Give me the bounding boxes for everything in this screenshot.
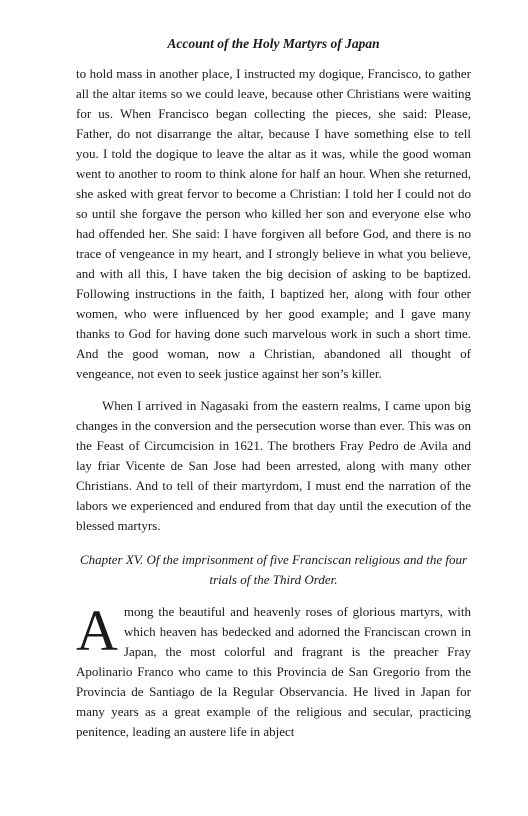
page [76,34,471,742]
body-paragraph: to hold mass in another place, I instructed my dogique, Francisco, to gather all the altar items so we could leave, because other Christians were waiting for us. When Francisco began collecting the pieces, she said: Please, Father, do not disarrange the altar, because I have something else to tell you. I told the dogique to leave the altar as it was, while the good woman went to another to room to think alone for half an hour. When she returned, she asked with great fervor to become a Christian: I told her I could not do so until she forgave the person who killed her son and everyone else who had offended her. She said: I have forgiven all before God, and there is no trace of vengeance in my heart, and I strongly believe in what you believe, and with all this, I have taken the big decision of asking to be baptized. Following instructions in the faith, I baptized her, along with four other women, who were influenced by her good example; and I gave many thanks to God for having done such marvelous work in such a short time. And the good woman, now a Christian, abandoned all thought of vengeance, not even to seek justice against her son’s killer. [76,66,471,381]
chapter-opening-text: mong the beautiful and heavenly roses of glorious martyrs, with which heaven has bedecked and adorned the Franciscan crown in Japan, the most colorful and fragrant is the preacher Fray Apolinario Franco who came to this Provincia de San Gregorio from the Provincia de Santiago de la Regular Observancia. He lived in Japan for many years as a great example of the religious and secular, practicing penitence, leading an austere life in abject [76,604,471,739]
body-paragraph: When I arrived in Nagasaki from the eastern realms, I came upon big changes in the conversion and the persecution worse than ever. This was on the Feast of Circumcision in 1621. The brothers Fray Pedro de Avila and lay friar Vicente de San Jose had been arrested, along with many other Christians. And to tell of their martyrdom, I must end the narration of the labors we experienced and endured from that day until the execution of the blessed martyrs. [76,398,471,533]
drop-cap: A [76,598,118,663]
chapter-heading: Chapter XV. Of the imprisonment of five Franciscan religious and the four trials of the Third Order. [79,552,468,587]
chapter-opening-paragraph [76,598,471,742]
running-header: Account of the Holy Martyrs of Japan [167,36,380,51]
